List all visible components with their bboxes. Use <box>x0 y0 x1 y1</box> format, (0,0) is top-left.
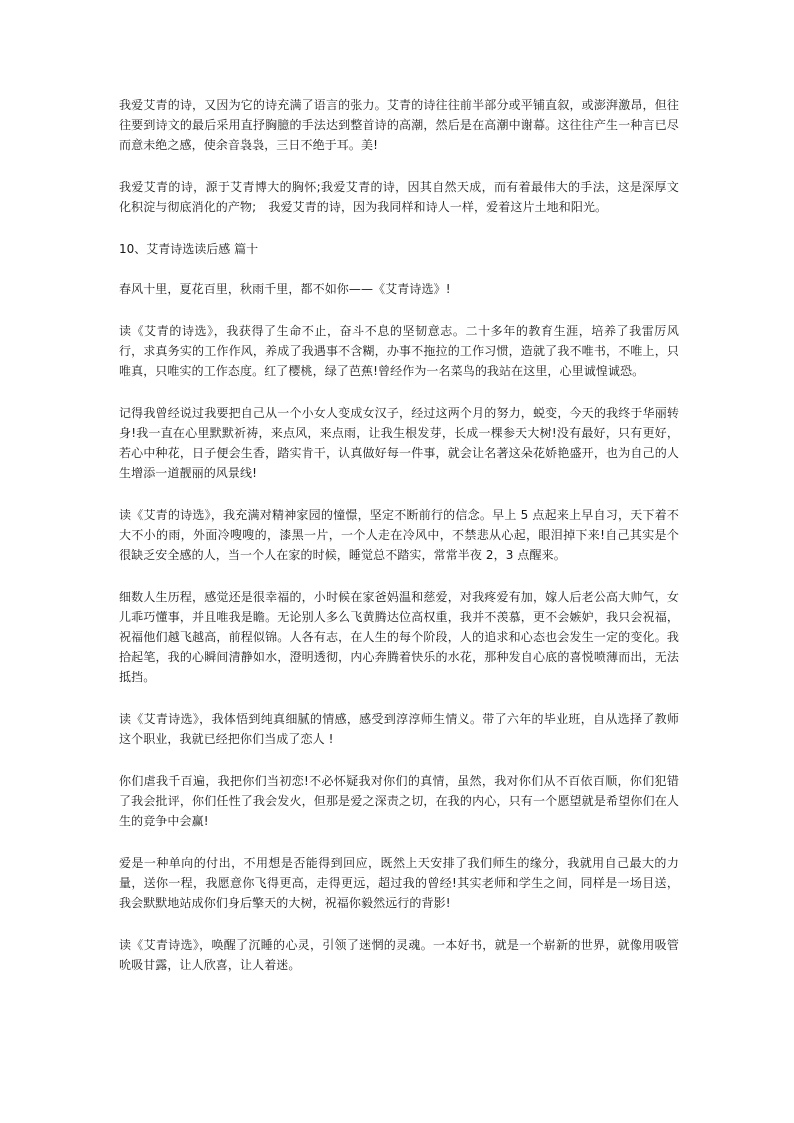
paragraph-one-way-love: 爱是一种单向的付出，不用想是否能得到回应，既然上天安排了我们师生的缘分，我就用自己最大的力量，送你一程，我愿意你飞得更高，走得更远，超过我的曾经!其实老师和学生之间，同样是一场目送，我会默默地站成你们身后擎天的大树，祝福你毅然远行的背影! <box>119 856 679 910</box>
paragraph-spiritual-home: 读《艾青的诗选》，我充满对精神家园的憧憬，坚定不断前行的信念。早上 5 点起来上早自习，天下着不大不小的雨，外面冷嗖嗖的，漆黑一片，一个人走在冷风中，不禁悲从心起，眼泪掉下来!自己其实是个很缺乏安全感的人，当一个人在家的时候，睡觉总不踏实，常常半夜 2，3 点醒来。 <box>119 508 679 562</box>
paragraph-first-love: 你们虐我千百遍，我把你们当初恋!不必怀疑我对你们的真情，虽然，我对你们从不百依百顺，你们犯错了我会批评，你们任性了我会发火，但那是爱之深责之切，在我的内心，只有一个愿望就是希望你们在人生的竞争中会赢! <box>119 774 679 828</box>
paragraph-transformation: 记得我曾经说过我要把自己从一个小女人变成女汉子，经过这两个月的努力，蜕变，今天的我终于华丽转身!我一直在心里默默祈祷，来点风，来点雨，让我生根发芽，长成一棵参天大树!没有最好，只有更好，若心中种花，日子便会生香，踏实肯干，认真做好每一件事，就会让名著这朵花娇艳盛开，也为自己的人生增添一道靓丽的风景线! <box>119 406 679 480</box>
paragraph-tenacious-will: 读《艾青的诗选》，我获得了生命不止，奋斗不息的坚韧意志。二十多年的教育生涯，培养了我雷厉风行，求真务实的工作作风，养成了我遇事不含糊，办事不拖拉的工作习惯，造就了我不唯书，不唯上，只唯真，只唯实的工作态度。红了樱桃，绿了芭蕉!曾经作为一名菜鸟的我站在这里，心里诚惶诚恐。 <box>119 324 679 378</box>
paragraph-broad-mind: 我爱艾青的诗，源于艾青博大的胸怀;我爱艾青的诗，因其自然天成，而有着最伟大的手法，这是深厚文化积淀与彻底消化的产物; 我爱艾青的诗，因为我同样和诗人一样，爱着这片土地和阳光。 <box>119 180 679 214</box>
paragraph-language-tension: 我爱艾青的诗，又因为它的诗充满了语言的张力。艾青的诗往往前半部分或平铺直叙，或澎湃激昂，但往往要到诗文的最后采用直抒胸臆的手法达到整首诗的高潮，然后是在高潮中谢幕。这往往产生一种言已尽而意未绝之感，使余音袅袅，三日不绝于耳。美! <box>119 98 679 152</box>
paragraph-spring-breeze: 春风十里，夏花百里，秋雨千里，都不如你——《艾青诗选》! <box>119 282 451 296</box>
paragraph-life-journey: 细数人生历程，感觉还是很幸福的，小时候在家爸妈温和慈爱，对我疼爱有加，嫁人后老公高大帅气，女儿乖巧懂事，并且唯我是瞻。无论别人多么飞黄腾达位高权重，我并不羡慕，更不会嫉妒，我只会祝福，祝福他们越飞越高，前程似锦。人各有志，在人生的每个阶段，人的追求和心态也会发生一定的变化。我拾起笔，我的心瞬间清静如水，澄明透彻，内心奔腾着快乐的水花，那种发自心底的喜悦喷薄而出，无法抵挡。 <box>119 590 679 684</box>
paragraph-teacher-student: 读《艾青诗选》，我体悟到纯真细腻的情感，感受到淳淳师生情义。带了六年的毕业班，自从选择了教师这个职业，我就已经把你们当成了恋人 ! <box>119 712 679 746</box>
section-heading: 10、艾青诗选读后感 篇十 <box>119 242 259 256</box>
document-body <box>119 95 679 997</box>
paragraph-awakened-soul: 读《艾青诗选》，唤醒了沉睡的心灵，引领了迷惘的灵魂。一本好书，就是一个崭新的世界，就像用吸管吮吸甘露，让人欣喜，让人着迷。 <box>119 938 679 972</box>
